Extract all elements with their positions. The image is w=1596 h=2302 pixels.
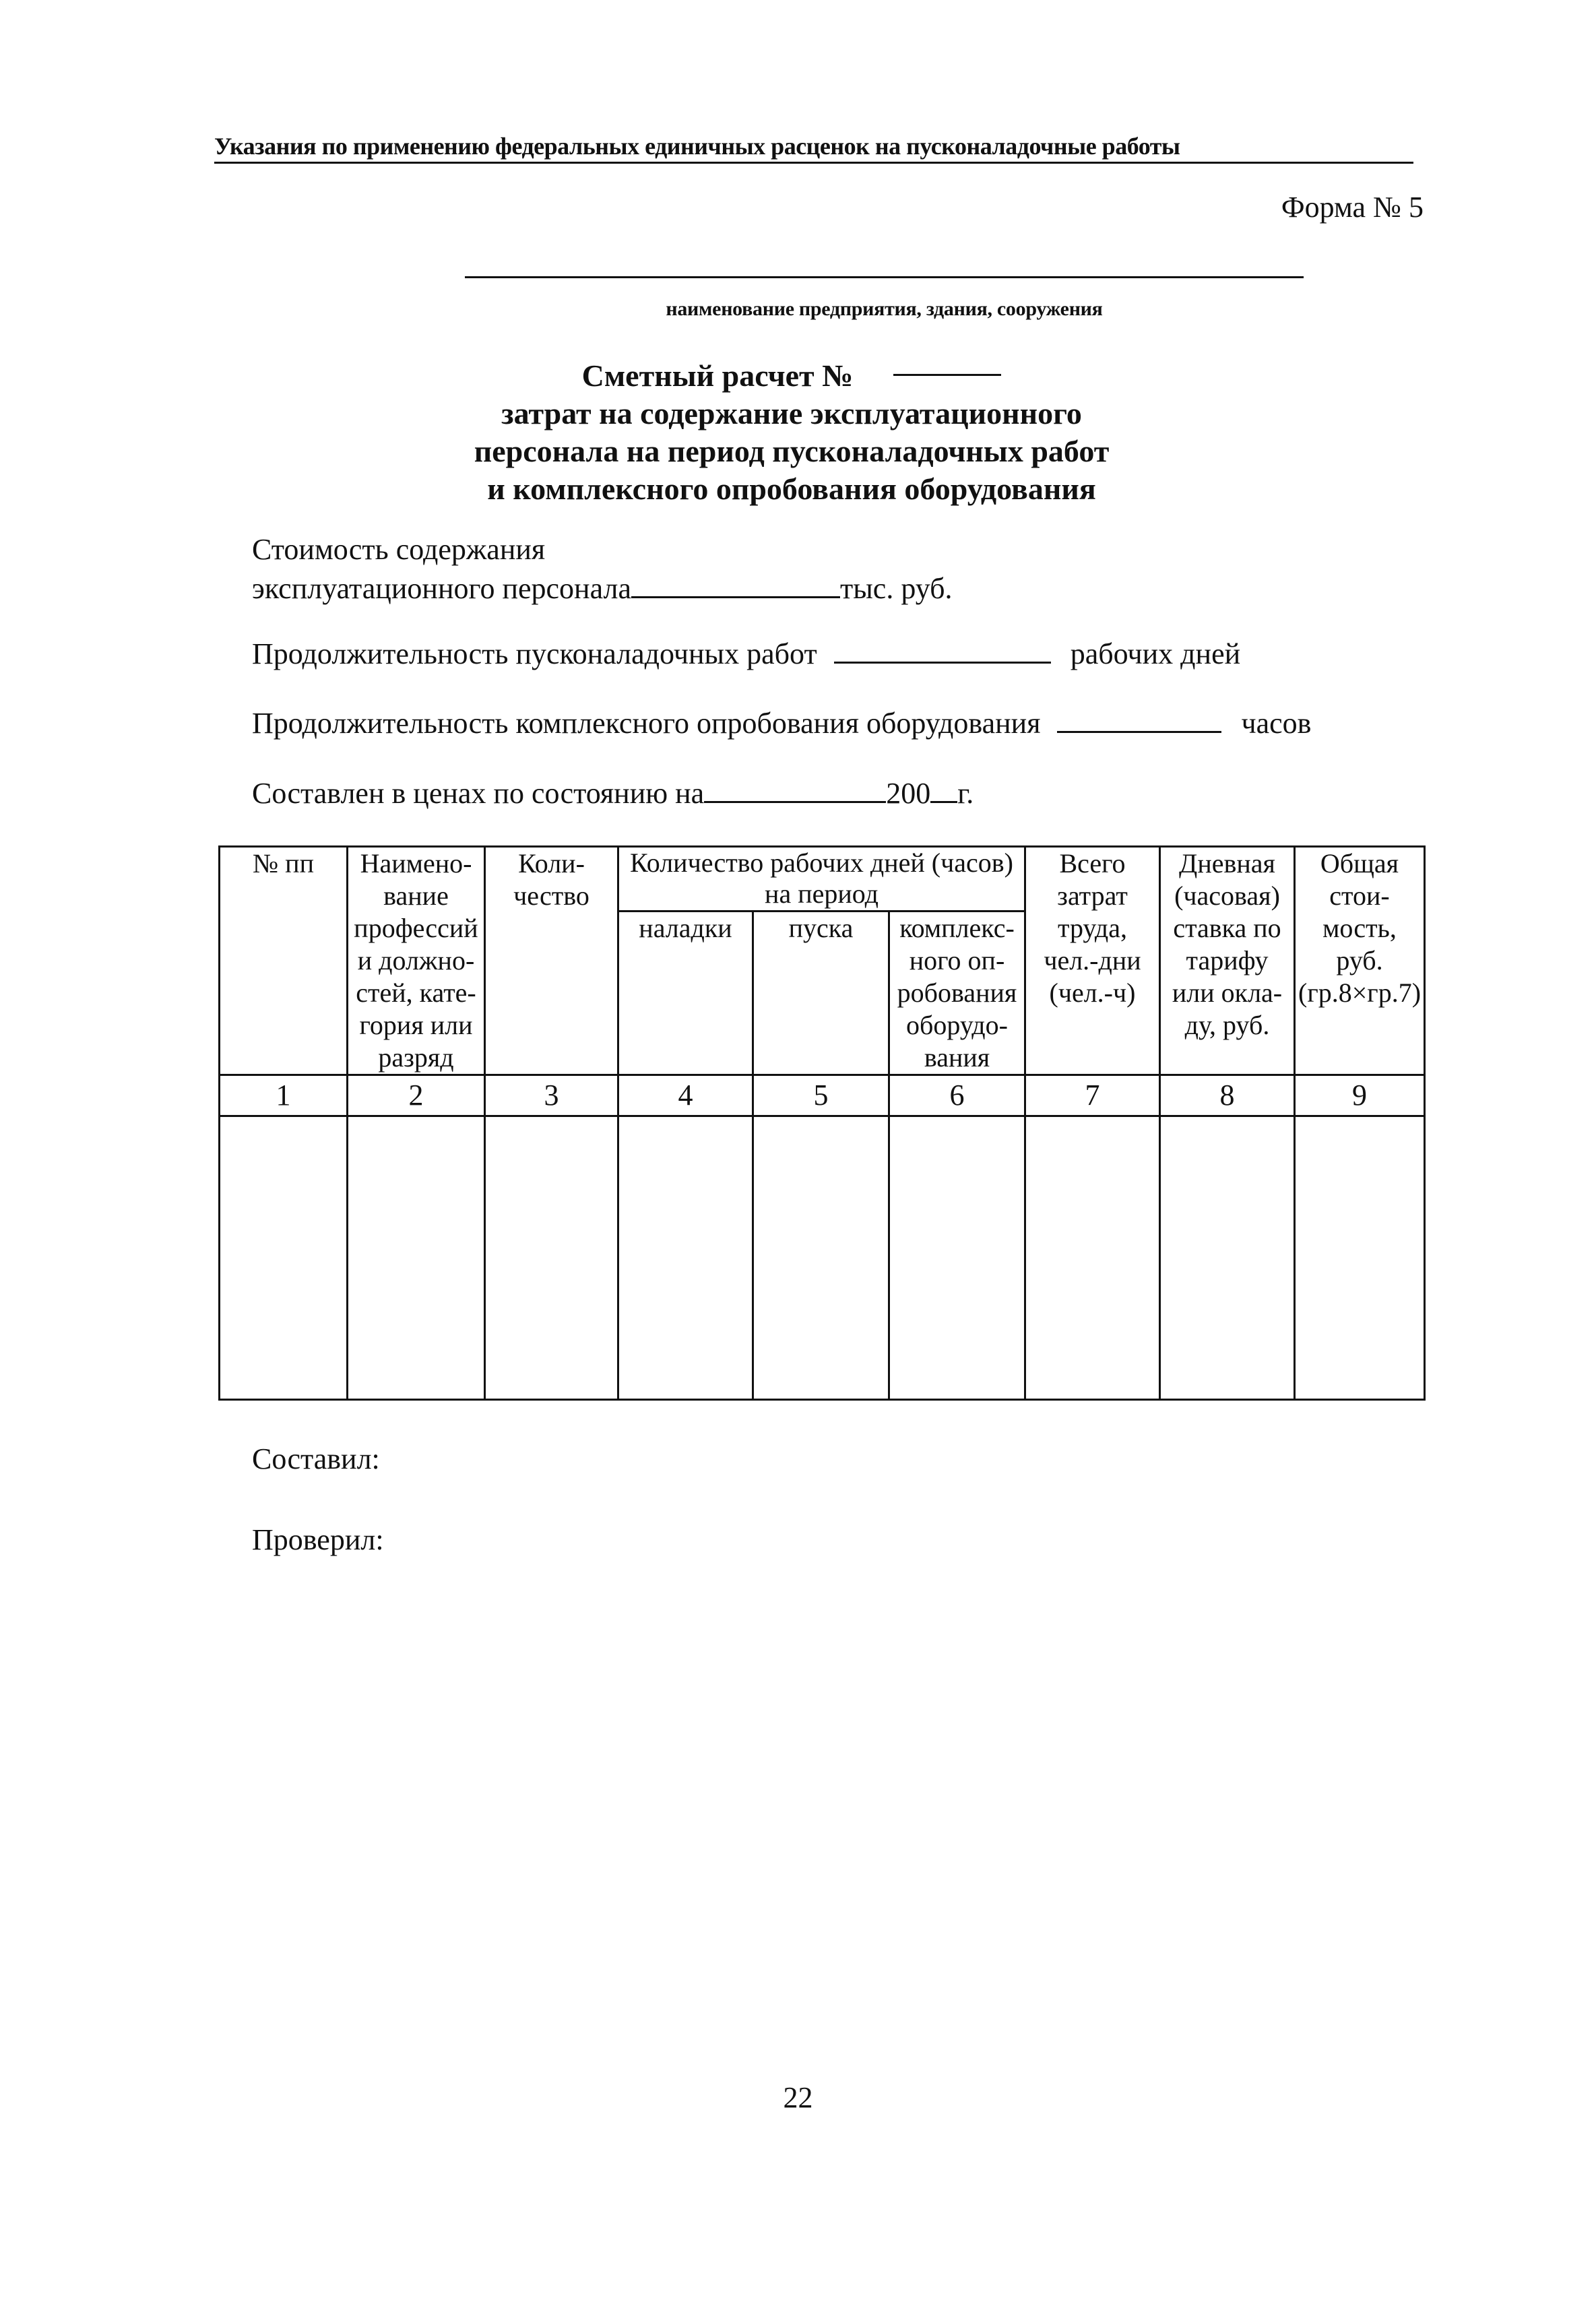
duration-unit: рабочих дней: [1070, 637, 1241, 670]
header-daily-rate: Дневная (часовая) ставка по тарифу или окла-ду, руб.: [1160, 847, 1295, 1075]
table-cell: [348, 1116, 485, 1400]
test-duration-blank: [1057, 711, 1221, 733]
duration-label: Продолжительность пусконаладочных работ: [252, 637, 817, 670]
title-line-4: и комплексного опробования оборудования: [487, 472, 1096, 506]
header-adjustment: наладки: [618, 912, 753, 1075]
compiled-by-label: Составил:: [252, 1442, 380, 1475]
column-number: 8: [1160, 1075, 1295, 1116]
cost-label-line-1: Стоимость содержания: [252, 533, 546, 566]
header-startup: пуска: [753, 912, 889, 1075]
column-number: 6: [889, 1075, 1025, 1116]
header-labor-total: Всего затрат труда, чел.-дни (чел.-ч): [1025, 847, 1160, 1075]
column-number: 5: [753, 1075, 889, 1116]
prices-field: [252, 776, 973, 810]
cost-label-line-2: эксплуатационного персонала: [252, 572, 631, 605]
prices-label: Составлен в ценах по состоянию на: [252, 777, 705, 810]
header-quantity: Коли-чество: [485, 847, 618, 1075]
test-duration-field: [252, 706, 1311, 740]
form-number: Форма № 5: [1281, 191, 1424, 224]
title-line-1-text: Сметный расчет №: [581, 358, 854, 393]
estimate-table: [218, 845, 1426, 1401]
table-cell: [1025, 1116, 1160, 1400]
page-number: 22: [783, 2081, 813, 2114]
title-line-3: персонала на период пусконаладочных работ: [474, 434, 1110, 468]
column-number: 2: [348, 1075, 485, 1116]
table-cell: [618, 1116, 753, 1400]
header-complex-testing: комплекс-ного оп-робования оборудо-вания: [889, 912, 1025, 1075]
duration-field: [252, 637, 1240, 671]
column-number: 7: [1025, 1075, 1160, 1116]
duration-blank: [834, 641, 1051, 664]
table-cell: [1160, 1116, 1295, 1400]
prices-date-blank: [704, 781, 886, 803]
table-cell: [485, 1116, 618, 1400]
column-number: 1: [220, 1075, 348, 1116]
header-total-cost: Общая стои-мость, руб. (гр.8×гр.7): [1295, 847, 1425, 1075]
cost-blank: [631, 576, 840, 598]
checked-by-label: Проверил:: [252, 1523, 384, 1556]
test-duration-label: Продолжительность комплексного опробования оборудования: [252, 707, 1041, 740]
document-title: [377, 357, 1206, 508]
prices-year-prefix: 200: [886, 777, 931, 810]
header-working-days-group: Количество рабочих дней (часов) на период: [618, 847, 1025, 912]
column-number: 9: [1295, 1075, 1425, 1116]
enterprise-name-caption: наименование предприятия, здания, сооружения: [666, 298, 1103, 320]
table-cell: [889, 1116, 1025, 1400]
header-row-1: [220, 847, 1425, 912]
table-row: [220, 1116, 1425, 1400]
running-header: Указания по применению федеральных единичных расценок на пусконаладочные работы: [214, 132, 1413, 164]
column-number-row: [220, 1075, 1425, 1116]
estimate-number-blank: [893, 374, 1001, 376]
prices-year-blank: [930, 781, 957, 803]
header-profession: Наимено-вание профессий и должно-стей, кате-гория или разряд: [348, 847, 485, 1075]
title-line-2: затрат на содержание эксплуатационного: [501, 396, 1082, 430]
column-number: 3: [485, 1075, 618, 1116]
header-row-number: № пп: [220, 847, 348, 1075]
table-cell: [1295, 1116, 1425, 1400]
test-duration-unit: часов: [1241, 707, 1312, 740]
cost-field: [252, 571, 953, 606]
prices-year-suffix: г.: [957, 777, 974, 810]
table-cell: [220, 1116, 348, 1400]
cost-unit: тыс. руб.: [840, 572, 953, 605]
column-number: 4: [618, 1075, 753, 1116]
title-line-1: [377, 357, 1206, 395]
table-cell: [753, 1116, 889, 1400]
enterprise-name-line: [465, 276, 1304, 278]
